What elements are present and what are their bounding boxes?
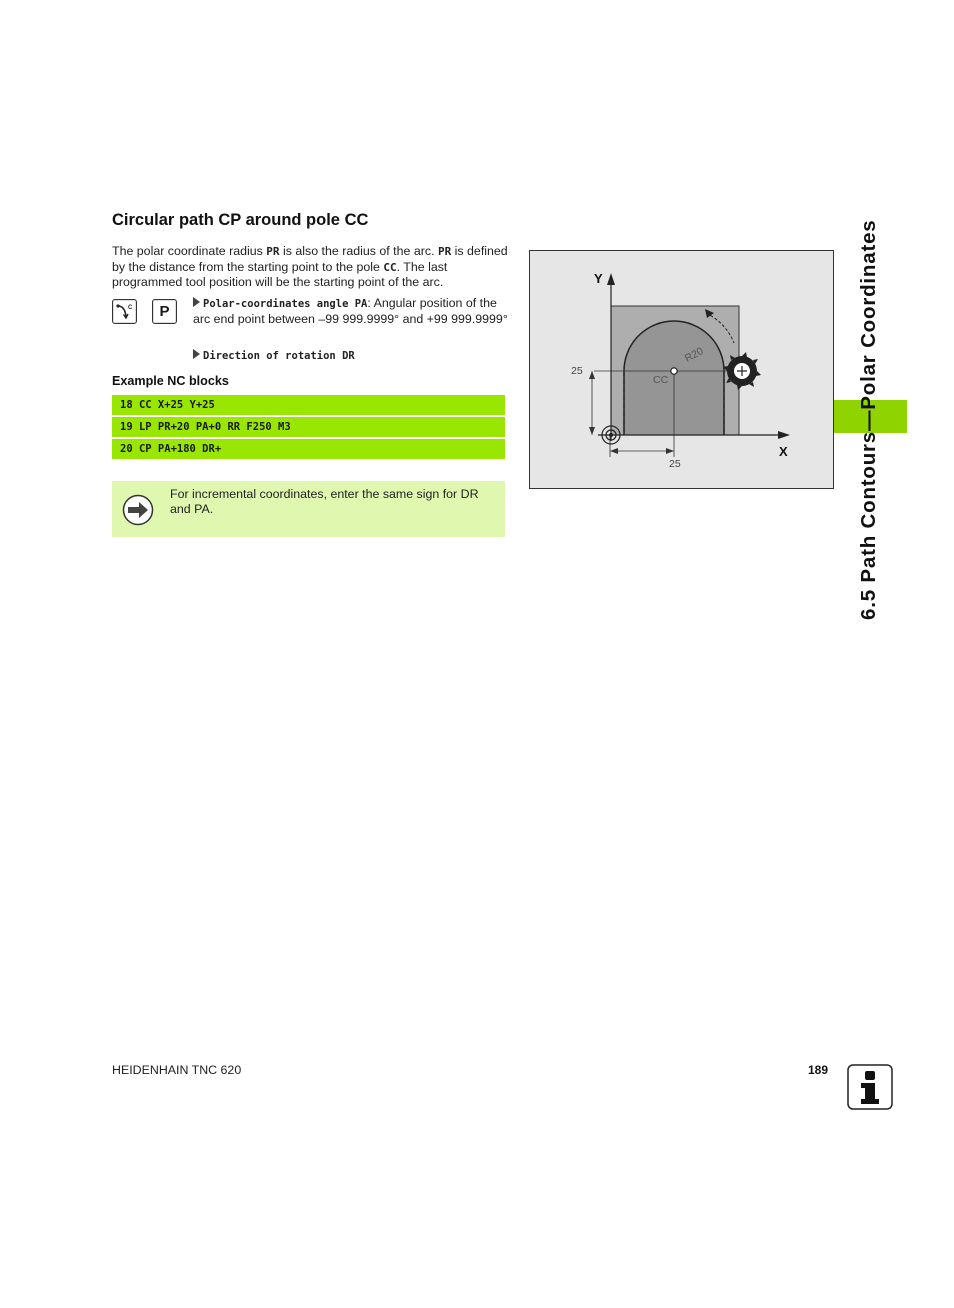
intro-text-1: The polar coordinate radius [112,244,267,258]
info-icon [847,1064,893,1110]
param-text-pa: : Angular position of the arc end point between –99 999.9999° and +99 999.9999° [193,296,508,326]
center-cc-label: CC [653,374,669,386]
bullet-arrow-icon [193,297,200,307]
circular-path-cp-softkey [112,299,137,324]
param-code-pa: Polar-coordinates angle PA [203,298,368,310]
nc-block-19: 19 LP PR+20 PA+0 RR F250 M3 [112,417,505,437]
param-code-dr: Direction of rotation DR [203,350,355,362]
nc-block-20: 20 CP PA+180 DR+ [112,439,505,459]
intro-text-2: is also the radius of the arc. [279,244,438,258]
note-box [112,481,505,537]
param-polar-angle [193,296,508,326]
intro-text-3: is defined by the distance from the starting point to the pole [112,244,508,274]
nc-block-18: 18 CC X+25 Y+25 [112,395,505,415]
intro-paragraph [112,244,508,290]
figure-drawing [530,251,833,488]
circular-path-cp-softkey-icon [113,300,136,323]
page-number: 189 [808,1063,829,1077]
section-title: Circular path CP around pole CC [112,211,369,229]
intro-code-cc: CC [383,260,397,274]
chapter-side-title: 6.5 Path Contours—Polar Coordinates [857,219,880,620]
svg-text:C: C [128,305,133,311]
footer-product-name: HEIDENHAIN TNC 620 [112,1063,242,1077]
param-rotation-direction [193,348,508,364]
note-text: For incremental coordinates, enter the same sign for DR and PA. [170,487,479,516]
bullet-arrow-icon [193,349,200,359]
y-dimension-label: 25 [571,365,583,377]
x-axis-label: X [779,444,788,459]
intro-text-4: . The last programmed tool position will be the starting point of the arc. [112,259,448,290]
intro-code-pr-1: PR [266,245,280,258]
x-dimension-label: 25 [669,458,681,470]
polar-p-softkey: P [152,299,177,324]
example-heading: Example NC blocks [112,374,229,388]
y-axis-label: Y [594,271,603,286]
radius-label: R20 [682,345,706,365]
figure-circular-path [529,250,834,489]
intro-code-pr-2: PR [437,245,452,258]
right-arrow-icon [122,494,154,526]
